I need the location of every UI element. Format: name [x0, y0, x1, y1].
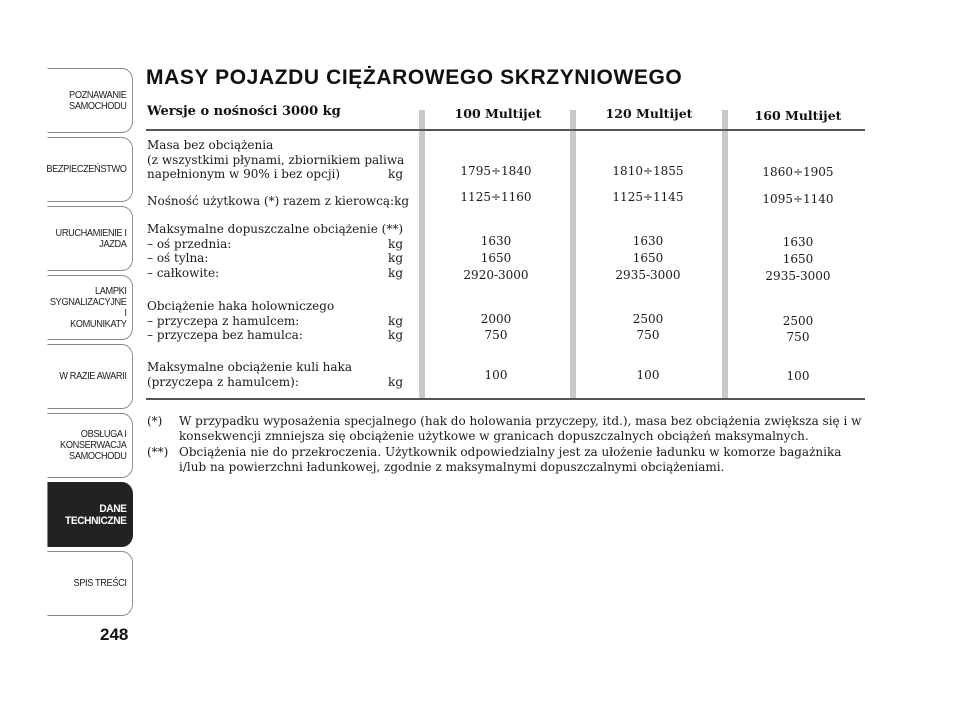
tab-label: DANE TECHNICZNE — [65, 502, 127, 527]
footnote-mark: (*) — [147, 414, 163, 428]
cell-value: 2935-3000 — [765, 269, 831, 283]
row-label-nosnosc-uzytkowa: Nośność użytkowa (*) razem z kierowcą: kg — [147, 194, 410, 208]
tab-label: POZNAWANIE SAMOCHODU — [69, 89, 127, 112]
column-divider — [419, 110, 425, 400]
chapter-tabs — [40, 68, 133, 620]
row-label-maksymalne-obciazenie: Maksymalne dopuszczalne obciążenie (**) – oś przednia: kg – oś tylna: kg – całkowite: kg — [147, 222, 404, 280]
cell-value: 750 — [786, 330, 810, 344]
footnote-mark: (**) — [147, 445, 169, 459]
cell-value: 1650 — [632, 251, 664, 265]
table-subtitle: Wersje o nośności 3000 kg — [147, 104, 341, 119]
column-divider — [570, 110, 576, 400]
tab-w-razie-awarii[interactable] — [47, 344, 133, 409]
cell-value: 1650 — [782, 252, 814, 266]
page-title: MASY POJAZDU CIĘŻAROWEGO SKRZYNIOWEGO — [146, 66, 683, 89]
cell-value: 750 — [636, 328, 660, 342]
tab-label: OBSŁUGA I KONSERWACJA SAMOCHODU — [60, 429, 127, 462]
row-label-masa-bez-obciazenia: Masa bez obciążenia (z wszystkimi płynami, zbiornikiem paliwa napełnionym w 90% i bez opcji) kg — [147, 138, 405, 181]
cell-value: 1650 — [480, 251, 512, 265]
cell-value: 100 — [786, 369, 810, 383]
cell-value: 1125÷1160 — [460, 190, 532, 204]
column-header-160-multijet: 160 Multijet — [754, 108, 842, 123]
cell-value: 100 — [636, 368, 660, 382]
row-label-obciazenie-haka: Obciążenie haka holowniczego – przyczepa z hamulcem: kg – przyczepa bez hamulca: kg — [147, 299, 403, 342]
cell-value: 750 — [484, 328, 508, 342]
tab-dane-techniczne[interactable] — [47, 482, 133, 547]
column-header-120-multijet: 120 Multijet — [605, 106, 693, 121]
page-number: 248 — [100, 625, 129, 644]
cell-value: 1630 — [480, 234, 512, 248]
footnote-text: W przypadku wyposażenia specjalnego (hak do holowania przyczepy, itd.), masa bez obciążenia zwiększa się i w konsekwencji zmniejsza się obciążenie użytkowe w granicach dopuszczalnych obciążeń maksymalnych. — [179, 414, 862, 443]
tab-label: W RAZIE AWARII — [59, 371, 127, 382]
cell-value: 2500 — [632, 312, 664, 326]
cell-value: 2935-3000 — [615, 268, 681, 282]
cell-value: 1630 — [782, 235, 814, 249]
tab-spis-tresci[interactable] — [47, 551, 133, 616]
column-divider — [722, 110, 728, 400]
cell-value: 2000 — [480, 312, 512, 326]
cell-value: 1125÷1145 — [612, 190, 684, 204]
row-label-obciazenie-kuli-haka: Maksymalne obciążenie kuli haka (przyczepa z hamulcem): kg — [147, 360, 403, 389]
cell-value: 100 — [484, 368, 508, 382]
footnote — [147, 414, 867, 443]
footnote-text: Obciążenia nie do przekroczenia. Użytkownik odpowiedzialny jest za ułożenie ładunku w komorze bagażnika i/lub na powierzchni ładunkowej, zgodnie z maksymalnymi dopuszczalnymi obciążeniami. — [179, 445, 842, 474]
cell-value: 2920-3000 — [463, 268, 529, 282]
tab-obsluga-i-konserwacja[interactable] — [47, 413, 133, 478]
table-bottom-rule — [146, 398, 865, 400]
cell-value: 1810÷1855 — [612, 164, 684, 178]
cell-value: 1795÷1840 — [460, 164, 532, 178]
tab-poznawanie-samochodu[interactable] — [47, 68, 133, 133]
footnotes — [147, 414, 867, 476]
tab-lampki-sygnalizacyjne[interactable] — [47, 275, 133, 340]
tab-label: BEZPIECZEŃSTWO — [46, 164, 127, 175]
tab-label: SPIS TREŚCI — [73, 578, 127, 589]
footnote — [147, 445, 867, 474]
cell-value: 2500 — [782, 314, 814, 328]
cell-value: 1630 — [632, 234, 664, 248]
tab-label: LAMPKI SYGNALIZACYJNE I KOMUNIKATY — [49, 285, 127, 330]
column-header-100-multijet: 100 Multijet — [454, 106, 542, 121]
cell-value: 1860÷1905 — [762, 165, 834, 179]
cell-value: 1095÷1140 — [762, 192, 834, 206]
tab-bezpieczenstwo[interactable] — [47, 137, 133, 202]
tab-label: URUCHAMIENIE I JAZDA — [55, 227, 127, 250]
tab-uruchamienie-i-jazda[interactable] — [47, 206, 133, 271]
header-rule — [146, 129, 865, 131]
